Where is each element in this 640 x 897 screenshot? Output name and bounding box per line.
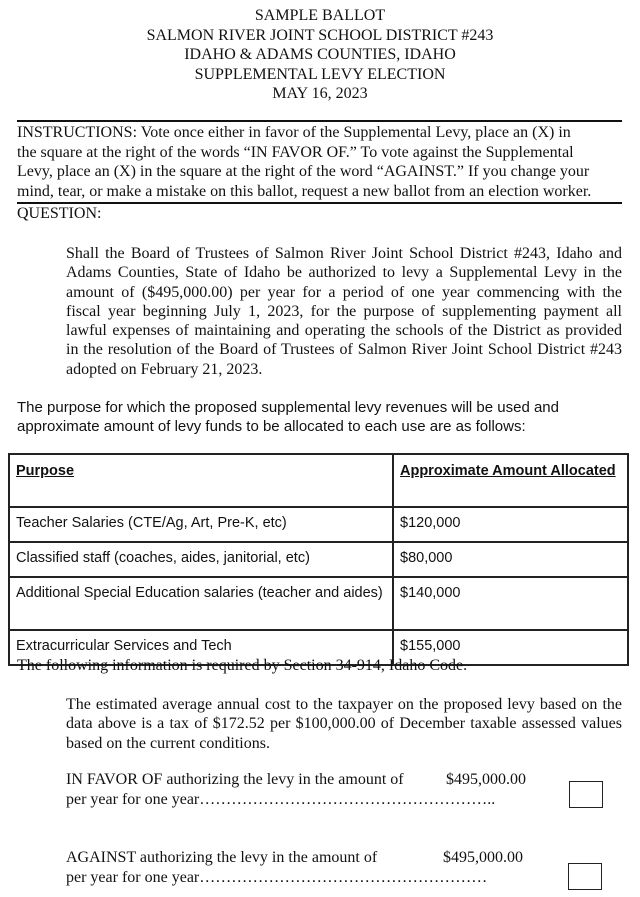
estimate-line: data above is a tax of $172.52 per $100,000.00 of December taxable assessed values — [66, 715, 622, 733]
question-line: lawful expenses of maintaining and operating the schools of the District as provided — [66, 322, 622, 340]
table-row — [9, 507, 628, 542]
question-line: adopted on February 21, 2023. — [66, 360, 263, 378]
question-label: QUESTION: — [17, 205, 102, 222]
instructions-line: mind, tear, or make a mistake on this ballot, request a new ballot from an election worker. — [17, 182, 592, 200]
in-favor-label: IN FAVOR OF authorizing the levy in the amount of — [66, 771, 404, 788]
against-term: per year for one year……………………………………………… — [66, 868, 488, 886]
question-line: Shall the Board of Trustees of Salmon River Joint School District #243, Idaho and — [66, 245, 622, 262]
question-line: in the resolution of the Board of Trustees of Salmon River Joint School District #243 — [66, 341, 622, 359]
instructions-block — [17, 123, 627, 201]
instructions-top-rule — [17, 120, 622, 122]
amount-cell: $140,000 — [393, 577, 628, 630]
against-label: AGAINST authorizing the levy in the amount of — [66, 849, 378, 866]
vote-option-against — [66, 848, 626, 887]
purpose-cell: Extracurricular Services and Tech — [9, 630, 393, 665]
instructions-bottom-rule — [17, 202, 622, 204]
purpose-cell: Teacher Salaries (CTE/Ag, Art, Pre-K, etc) — [9, 507, 393, 542]
election-type: SUPPLEMENTAL LEVY ELECTION — [194, 65, 446, 83]
purpose-cell: Classified staff (coaches, aides, janitorial, etc) — [9, 542, 393, 577]
ballot-title: SAMPLE BALLOT — [254, 7, 386, 24]
against-amount: $495,000.00 — [443, 849, 523, 866]
estimate-line: The estimated average annual cost to the taxpayer on the proposed levy based on the — [66, 696, 622, 713]
purpose-cell: Additional Special Education salaries (teacher and aides) — [9, 577, 393, 630]
column-header-amount: Approximate Amount Allocated — [393, 454, 628, 507]
purpose-intro — [17, 398, 559, 436]
district-name: SALMON RIVER JOINT SCHOOL DISTRICT #243 — [146, 26, 494, 44]
amount-cell: $120,000 — [393, 507, 628, 542]
question-line: Adams Counties, State of Idaho be authorized to levy a Supplemental Levy in the — [66, 264, 622, 282]
ballot-header — [0, 6, 640, 104]
instructions-line: INSTRUCTIONS: Vote once either in favor of the Supplemental Levy, place an (X) in — [17, 124, 571, 141]
column-header-purpose: Purpose — [9, 454, 393, 507]
purpose-intro-line: The purpose for which the proposed supplemental levy revenues will be used and — [17, 399, 559, 416]
table-row — [9, 577, 628, 630]
question-text — [66, 244, 622, 379]
in-favor-checkbox[interactable] — [569, 781, 603, 808]
purpose-intro-line: approximate amount of levy funds to be allocated to each use are as follows: — [17, 418, 526, 435]
counties-line: IDAHO & ADAMS COUNTIES, IDAHO — [184, 46, 456, 63]
idaho-code-note: The following information is required by Section 34-914, Idaho Code. — [17, 657, 468, 674]
vote-option-in-favor — [66, 770, 626, 809]
election-date: MAY 16, 2023 — [272, 85, 368, 102]
instructions-line: the square at the right of the words “IN FAVOR OF.” To vote against the Supplemental — [17, 143, 574, 161]
question-line: amount of ($495,000.00) per year for a period of one year commencing with the — [66, 283, 622, 301]
table-header-row — [9, 454, 628, 507]
estimate-line: based on the current conditions. — [66, 734, 270, 752]
table-row — [9, 542, 628, 577]
in-favor-term: per year for one year……………………………………………….. — [66, 790, 496, 808]
amount-cell: $80,000 — [393, 542, 628, 577]
tax-estimate — [66, 695, 622, 753]
in-favor-amount: $495,000.00 — [446, 771, 526, 788]
instructions-line: Levy, place an (X) in the square at the right of the word “AGAINST.” If you change your — [17, 163, 590, 180]
allocation-table — [8, 453, 629, 666]
against-checkbox[interactable] — [568, 863, 602, 890]
question-line: fiscal year beginning July 1, 2023, for the purpose of supplementing payment all — [66, 302, 622, 320]
amount-cell: $155,000 — [393, 630, 628, 665]
